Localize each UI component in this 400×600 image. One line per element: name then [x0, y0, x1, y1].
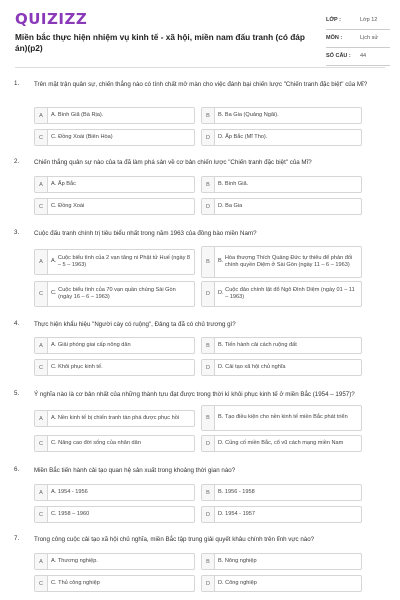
option-letter: B: [202, 338, 215, 353]
meta-subject: [326, 32, 390, 48]
option-text: Giải phóng giai cấp nông dân: [57, 341, 131, 348]
option-b[interactable]: [201, 246, 362, 278]
option-letter: B: [202, 406, 215, 430]
option-text: Tiến hành cải cách ruộng đất: [224, 341, 297, 348]
option-label: A.: [51, 341, 57, 348]
option-text: Đồng Xoài (Biên Hòa): [58, 133, 113, 140]
option-text: Ba Gia: [225, 202, 243, 209]
option-label: B.: [218, 488, 224, 495]
question-text: Ý nghĩa nào là cơ bản nhất của những thành tựu đạt được trong thời kì khôi phục kinh tế ở miền Bắc (1954 – 1957)?: [34, 391, 355, 398]
option-d[interactable]: [201, 359, 362, 376]
option-a[interactable]: [34, 249, 195, 275]
option-b[interactable]: [201, 553, 362, 570]
option-text: 1954 - 1956: [57, 488, 88, 495]
option-a[interactable]: [34, 107, 195, 124]
header-divider: [15, 67, 385, 68]
question-number: 6.: [14, 466, 20, 473]
option-letter: D: [202, 576, 215, 591]
option-label: A.: [51, 414, 57, 421]
option-text: Thương nghiệp.: [57, 557, 98, 564]
option-letter: B: [202, 108, 215, 123]
option-b[interactable]: [201, 484, 362, 501]
meta-class-label: LỚP :: [326, 17, 341, 23]
option-label: C.: [51, 363, 57, 370]
option-label: D.: [218, 133, 224, 140]
option-letter: B: [202, 485, 215, 500]
option-label: B.: [218, 111, 224, 118]
option-letter: D: [202, 507, 215, 522]
option-text: Công nghiệp: [225, 579, 257, 586]
option-letter: B: [202, 247, 215, 277]
option-label: C.: [51, 439, 57, 446]
option-label: C.: [51, 290, 57, 297]
option-letter: B: [202, 177, 215, 192]
option-b[interactable]: [201, 176, 362, 193]
option-letter: D: [202, 436, 215, 451]
option-b[interactable]: [201, 337, 362, 354]
question-number: 5.: [14, 390, 20, 397]
option-a[interactable]: [34, 337, 195, 354]
option-letter: D: [202, 199, 215, 214]
option-letter: B: [202, 554, 215, 569]
option-label: C.: [51, 133, 57, 140]
option-label: D.: [218, 439, 224, 446]
option-letter: C: [35, 130, 48, 145]
question-text: Miền Bắc tiến hành cải tạo quan hệ sản xuất trong khoảng thời gian nào?: [34, 467, 236, 474]
option-letter: D: [202, 130, 215, 145]
option-text: Ấp Bắc (Mĩ Tho).: [225, 133, 268, 140]
option-label: C.: [51, 510, 57, 517]
question-number: 1.: [14, 80, 20, 87]
option-letter: C: [35, 199, 48, 214]
meta-count: [326, 50, 390, 66]
option-text: Hòa thượng Thích Quảng Đức tự thiêu để phản đối chính quyền Diệm ở Sài Gòn (ngày 11 – 6 – 1963): [224, 254, 353, 268]
option-text: Ba Gia (Quảng Ngãi).: [224, 111, 279, 118]
option-c[interactable]: [34, 281, 195, 307]
meta-box: [326, 14, 390, 68]
page-title: Miền bắc thực hiện nhiệm vụ kinh tế - xã hội, miền nam đấu tranh (có đáp án)(p2): [15, 32, 305, 53]
option-label: A.: [51, 557, 57, 564]
option-d[interactable]: [201, 198, 362, 215]
option-letter: D: [202, 360, 215, 375]
option-label: B.: [218, 258, 224, 265]
option-text: Ấp Bắc: [57, 180, 76, 187]
question-number: 7.: [14, 535, 20, 542]
option-d[interactable]: [201, 506, 362, 523]
option-c[interactable]: [34, 359, 195, 376]
option-text: Nông nghiệp: [224, 557, 257, 564]
option-label: B.: [218, 557, 224, 564]
option-text: Cuộc biểu tình của 2 vạn tăng ni Phật tử Huế (ngày 8 – 5 – 1963): [57, 254, 191, 268]
option-label: B.: [218, 341, 224, 348]
option-c[interactable]: [34, 129, 195, 146]
option-label: A.: [51, 258, 57, 265]
option-label: D.: [218, 202, 224, 209]
quizizz-logo: QUIZIZZ: [15, 10, 88, 28]
option-letter: C: [35, 507, 48, 522]
meta-class-value: Lớp 12: [360, 17, 378, 23]
meta-subject-value: Lịch sử: [360, 35, 379, 41]
question-text: Chiến thắng quân sự nào của ta đã làm phá sản về cơ bản chiến lược "Chiến tranh đặc biệt" của Mĩ?: [34, 159, 312, 166]
option-b[interactable]: [201, 107, 362, 124]
option-c[interactable]: [34, 435, 195, 452]
option-d[interactable]: [201, 129, 362, 146]
question-text: Trên mặt trận quân sự, chiến thắng nào có tính chất mở màn cho việc đánh bại chiến lược "Chiến tranh đặc biệt" của Mĩ?: [34, 81, 368, 88]
question-text: Cuộc đấu tranh chính trị tiêu biểu nhất trong năm 1963 của đồng bào miền Nam?: [34, 230, 257, 237]
option-letter: A: [35, 250, 48, 274]
option-label: D.: [218, 510, 224, 517]
option-letter: A: [35, 411, 48, 426]
option-letter: A: [35, 108, 48, 123]
option-text: Đồng Xoài: [58, 202, 85, 209]
option-text: Cuộc đảo chính lật đổ Ngô Đình Diệm (ngày 01 – 11 – 1963): [225, 286, 355, 300]
option-letter: C: [35, 360, 48, 375]
option-d[interactable]: [201, 575, 362, 592]
option-letter: C: [35, 436, 48, 451]
question-number: 2.: [14, 158, 20, 165]
option-text: Cải tạo xã hội chủ nghĩa: [225, 363, 286, 370]
option-text: Nâng cao đời sống của nhân dân: [58, 439, 141, 446]
option-label: A.: [51, 488, 57, 495]
option-label: B.: [218, 180, 224, 187]
option-d[interactable]: [201, 281, 362, 307]
option-text: 1958 – 1960: [58, 510, 90, 517]
option-a[interactable]: [34, 410, 195, 427]
meta-class: [326, 14, 390, 30]
option-letter: A: [35, 338, 48, 353]
question-number: 3.: [14, 229, 20, 236]
meta-count-label: SỐ CÂU :: [326, 53, 351, 59]
option-text: 1954 - 1957: [225, 510, 256, 517]
option-c[interactable]: [34, 575, 195, 592]
option-a[interactable]: [34, 484, 195, 501]
option-letter: C: [35, 282, 48, 306]
option-text: 1956 - 1958: [224, 488, 255, 495]
option-letter: D: [202, 282, 215, 306]
option-text: Bình Giã.: [224, 180, 249, 187]
question-text: Thực hiện khẩu hiệu "Người cày có ruộng", Đảng ta đã có chủ trương gì?: [34, 321, 236, 328]
option-label: D.: [218, 579, 224, 586]
option-a[interactable]: [34, 553, 195, 570]
option-text: Khôi phục kinh tế.: [58, 363, 103, 370]
option-c[interactable]: [34, 198, 195, 215]
option-text: Tạo điều kiện cho nền kinh tế miền Bắc phát triển: [224, 414, 348, 421]
option-label: A.: [51, 180, 57, 187]
option-label: C.: [51, 202, 57, 209]
question-text: Trong công cuộc cải tạo xã hội chủ nghĩa, miền Bắc tập trung giải quyết khâu chính trên lĩnh vực nào?: [34, 536, 315, 543]
meta-subject-label: MÔN :: [326, 35, 343, 41]
option-letter: A: [35, 554, 48, 569]
option-text: Nền kinh tế bị chiến tranh tàn phá được phục hồi: [57, 414, 180, 421]
option-label: C.: [51, 579, 57, 586]
option-letter: A: [35, 177, 48, 192]
option-text: Cuộc biểu tình của 70 vạn quần chúng Sài Gòn (ngày 16 – 6 – 1963): [58, 286, 176, 300]
option-letter: A: [35, 485, 48, 500]
option-letter: C: [35, 576, 48, 591]
option-label: D.: [218, 290, 224, 297]
option-text: Thủ công nghiệp: [58, 579, 100, 586]
option-b[interactable]: [201, 405, 362, 431]
option-c[interactable]: [34, 506, 195, 523]
question-number: 4.: [14, 320, 20, 327]
option-a[interactable]: [34, 176, 195, 193]
option-text: Củng cố miền Bắc, cổ vũ cách mạng miền Nam: [225, 439, 344, 446]
option-text: Bình Giã (Bà Rịa).: [57, 111, 104, 118]
option-label: B.: [218, 414, 224, 421]
option-d[interactable]: [201, 435, 362, 452]
option-label: A.: [51, 111, 57, 118]
worksheet-header: [0, 0, 400, 70]
option-label: D.: [218, 363, 224, 370]
meta-count-value: 44: [360, 53, 367, 59]
